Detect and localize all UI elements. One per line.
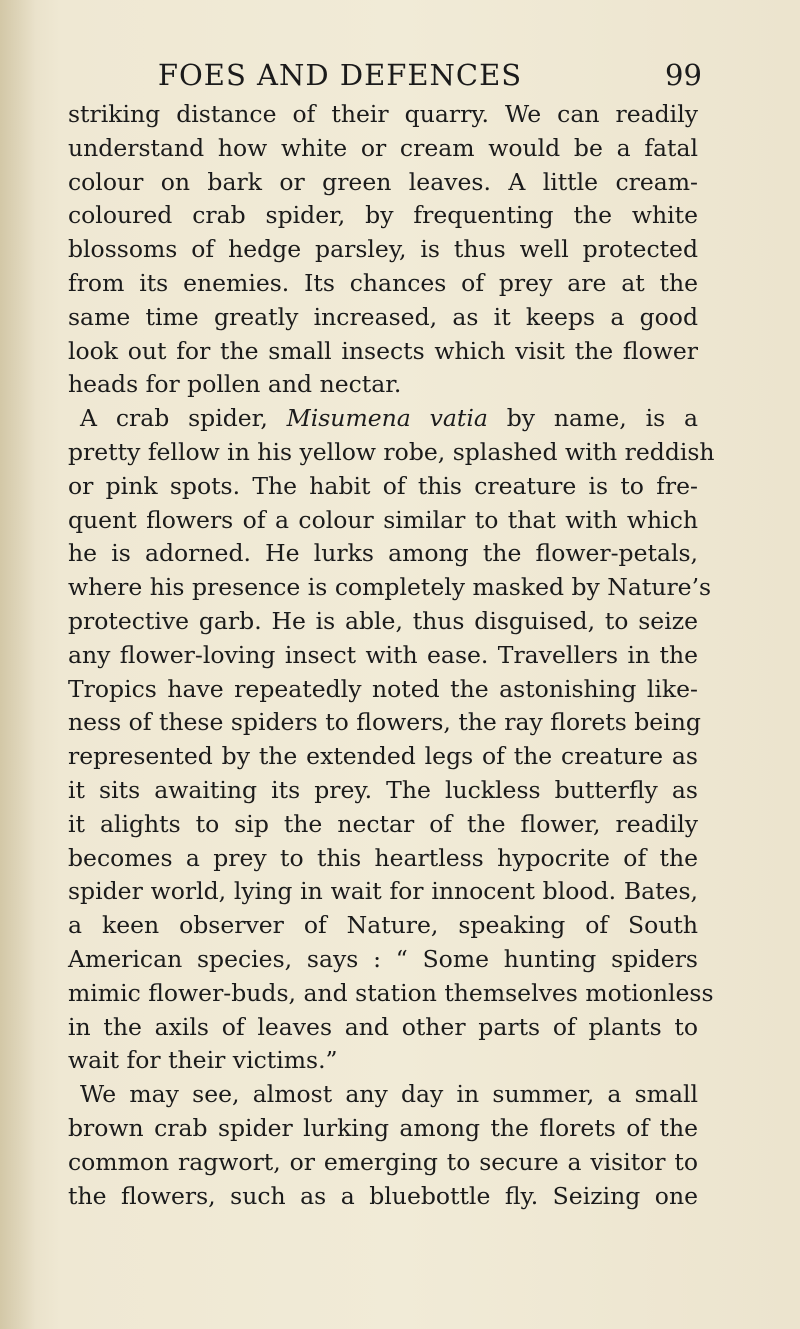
text-line: it alights to sip the nectar of the flower, readily [68,809,698,838]
text-line: protective garb. He is able, thus disguised, to seize [68,606,698,635]
text-line: coloured crab spider, by frequenting the white [68,201,698,230]
text-span: A crab spider, [80,404,268,433]
text-line: American species, says : “ Some hunting spiders [68,944,698,973]
text-line: he is adorned. He lurks among the flower-petals, [68,539,698,568]
text-line: from its enemies. Its chances of prey are at the [68,268,698,297]
text-line: Tropics have repeatedly noted the astonishing like- [68,674,698,703]
text-line: a keen observer of Nature, speaking of South [68,911,698,940]
text-line: look out for the small insects which visit the flower [68,336,698,365]
text-line: spider world, lying in wait for innocent blood. Bates, [68,877,698,906]
text-line: represented by the extended legs of the creature as [68,742,698,771]
text-line: it sits awaiting its prey. The luckless butterfly as [68,775,698,804]
species-name: Misumena vatia [286,404,488,433]
text-line: mimic flower-buds, and station themselves motionless [68,978,714,1007]
text-line: striking distance of their quarry. We can readily [68,100,698,128]
text-line: colour on bark or green leaves. A little cream- [68,167,698,196]
text-line: pretty fellow in his yellow robe, splashed with reddish [68,437,715,466]
text-line: brown crab spider lurking among the florets of the [68,1113,698,1142]
text-line: ness of these spiders to flowers, the ray florets being [68,708,701,737]
text-line: quent flowers of a colour similar to that with which [68,505,698,534]
text-line: the flowers, such as a bluebottle fly. Seizing one [68,1181,698,1210]
text-line: where his presence is completely masked by Nature’s [68,573,712,602]
text-line: wait for their victims.” [68,1046,338,1075]
text-line: blossoms of hedge parsley, is thus well protected [68,235,698,264]
text-line: heads for pollen and nectar. [68,370,402,399]
page-number: 99 [665,58,702,92]
text-line: or pink spots. The habit of this creature is to fre- [68,471,698,500]
text-line: understand how white or cream would be a fatal [68,133,698,162]
text-line [68,402,698,436]
text-span: by name, is a [506,404,698,433]
text-line: same time greatly increased, as it keeps a good [68,302,698,331]
text-line: any flower-loving insect with ease. Travellers in the [68,640,698,669]
text-line: in the axils of leaves and other parts of plants to [68,1012,698,1041]
running-head-title: FOES AND DEFENCES [157,58,523,92]
text-line: We may see, almost any day in summer, a small [80,1080,698,1109]
body-text [68,98,715,1213]
page-gutter-shadow [0,0,36,1329]
text-line: common ragwort, or emerging to secure a visitor to [68,1147,698,1176]
text-line: becomes a prey to this heartless hypocrite of the [68,843,698,872]
